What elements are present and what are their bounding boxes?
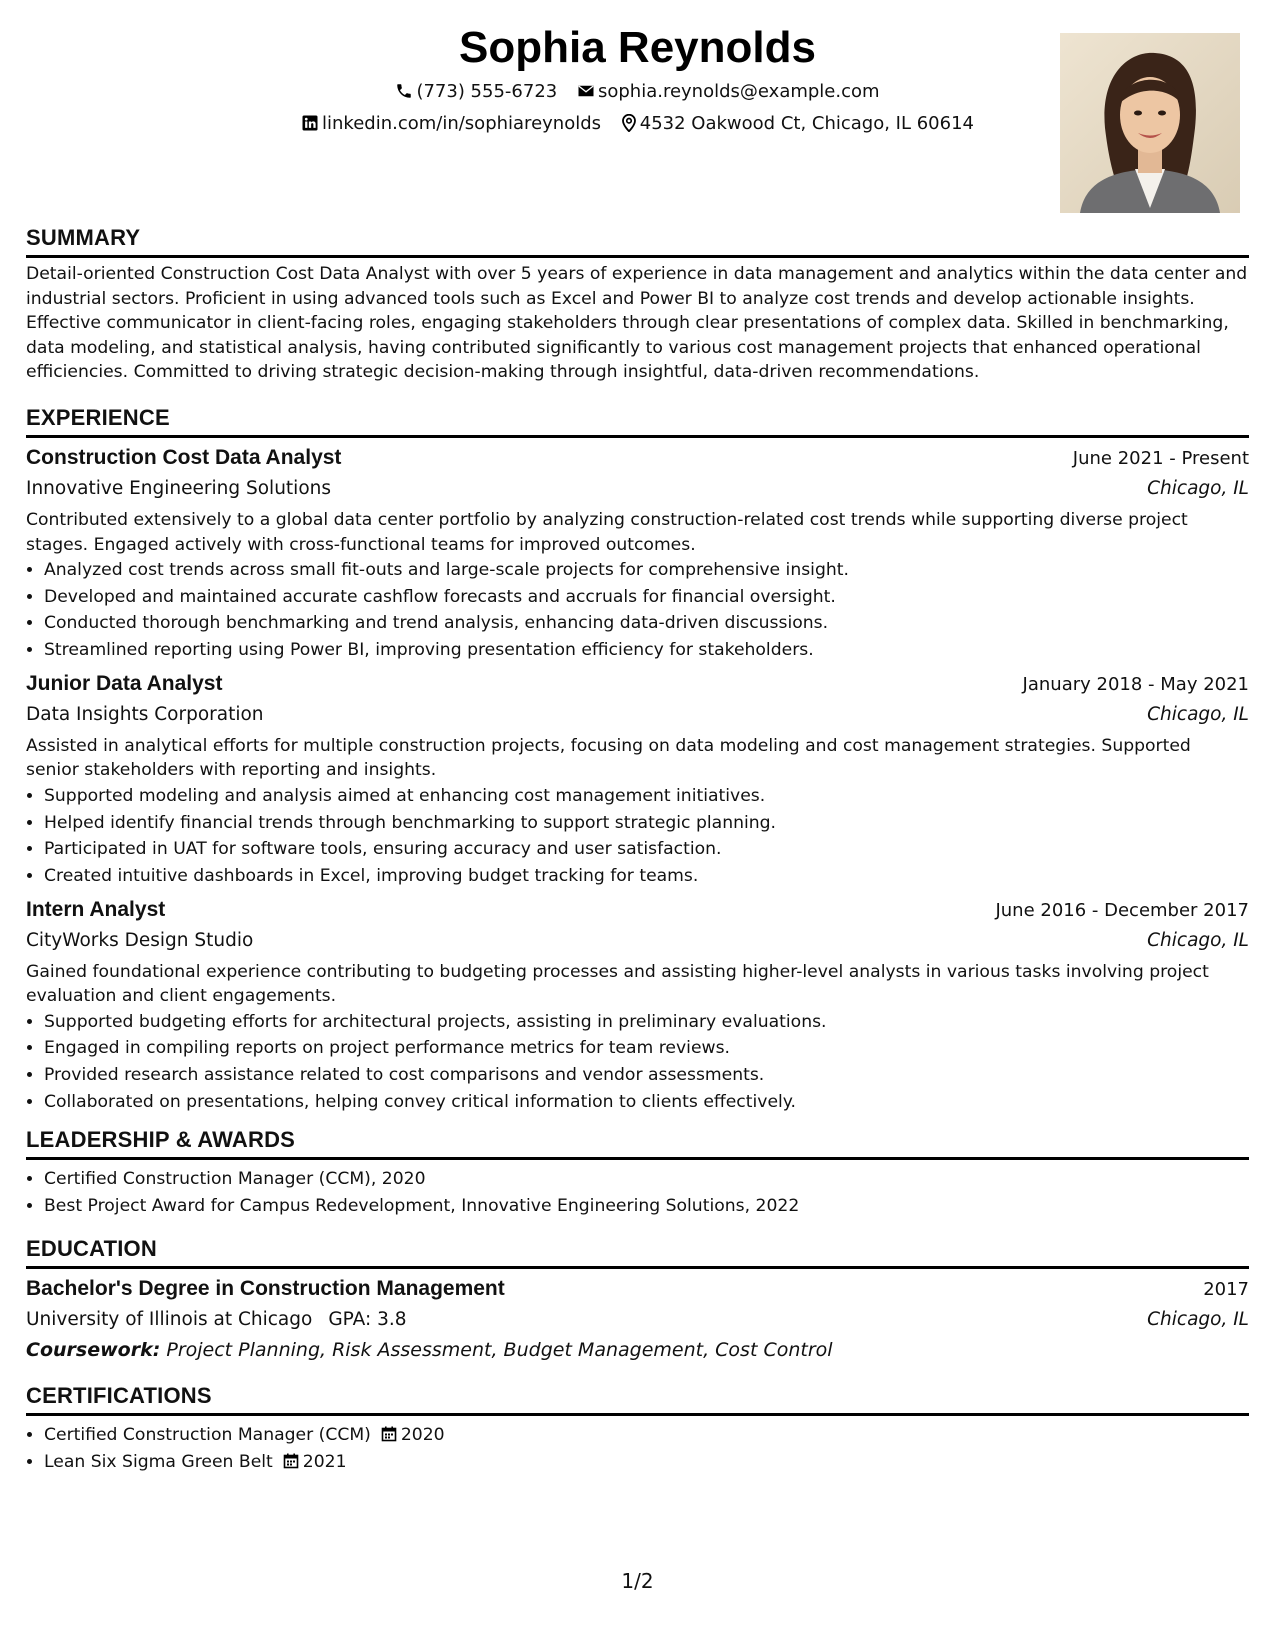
- certification-year: 2020: [400, 1425, 445, 1445]
- list-item: • Participated in UAT for software tools, ensuring accuracy and user satisfaction.: [44, 836, 1249, 863]
- job-company: Data Insights Corporation: [26, 703, 264, 725]
- list-item: • Best Project Award for Campus Redevelopment, Innovative Engineering Solutions, 2022: [44, 1193, 1249, 1220]
- gpa-value: GPA: 3.8: [328, 1309, 407, 1330]
- summary-heading: SUMMARY: [26, 224, 1249, 258]
- job-entry: [26, 443, 1249, 664]
- email-contact[interactable]: [577, 80, 880, 104]
- experience-heading: EXPERIENCE: [26, 404, 1249, 438]
- job-description: Contributed extensively to a global data center portfolio by analyzing construction-related cost trends while supporting diverse project stages. Engaged actively with cross-functional teams for improved outcomes.: [26, 510, 1188, 555]
- phone-icon: [395, 82, 413, 100]
- envelope-icon: [577, 82, 595, 100]
- school-name: University of Illinois at Chicago: [26, 1309, 313, 1330]
- calendar-icon: [283, 1453, 299, 1469]
- summary-section: [26, 224, 1249, 385]
- job-dates: June 2016 - December 2017: [995, 899, 1249, 921]
- list-item: • Supported modeling and analysis aimed at enhancing cost management initiatives.: [44, 783, 1249, 810]
- certifications-heading: CERTIFICATIONS: [26, 1382, 1249, 1416]
- job-dates: January 2018 - May 2021: [1022, 673, 1249, 695]
- degree-title: Bachelor's Degree in Construction Management: [26, 1277, 505, 1300]
- coursework-text: Project Planning, Risk Assessment, Budget Management, Cost Control: [166, 1339, 833, 1361]
- job-title: Intern Analyst: [26, 897, 166, 921]
- job-company: Innovative Engineering Solutions: [26, 478, 331, 499]
- summary-text: Detail-oriented Construction Cost Data Analyst with over 5 years of experience in data management and analytics within the data center and industrial sectors. Proficient in using advanced tools such as Excel and Power BI to analyze cost trends and develop actionable insights. Effective communicator in client-facing roles, engaging stakeholders through clear presentations of complex data. Skilled in benchmarking, data modeling, and statistical analysis, having contributed significantly to various cost management projects that enhanced operational efficiencies. Committed to driving strategic decision-making through insightful, data-driven recommendations.: [26, 264, 1248, 382]
- certification-name: Certified Construction Manager (CCM): [44, 1425, 371, 1445]
- address-contact: [621, 112, 974, 136]
- address-text: 4532 Oakwood Ct, Chicago, IL 60614: [639, 113, 974, 134]
- resume-page: [26, 0, 1249, 1650]
- list-item: • Analyzed cost trends across small fit-outs and large-scale projects for comprehensive insight.: [44, 557, 1249, 584]
- job-company: CityWorks Design Studio: [26, 929, 254, 951]
- list-item: • Conducted thorough benchmarking and trend analysis, enhancing data-driven discussions.: [44, 610, 1249, 637]
- candidate-name: Sophia Reynolds: [459, 23, 816, 72]
- list-item: • Supported budgeting efforts for architectural projects, assisting in preliminary evaluations.: [44, 1009, 1249, 1036]
- certification-year: 2021: [302, 1451, 347, 1472]
- certifications-section: [26, 1382, 1249, 1475]
- list-item: • Created intuitive dashboards in Excel, improving budget tracking for teams.: [44, 863, 1249, 890]
- experience-section: [26, 404, 1249, 1115]
- list-item: • Engaged in compiling reports on project performance metrics for team reviews.: [44, 1035, 1249, 1062]
- awards-list: [26, 1166, 1249, 1219]
- page-number: 1/2: [621, 1569, 654, 1593]
- job-description: Gained foundational experience contributing to budgeting processes and assisting higher-level analysts in various tasks involving project evaluation and client engagements.: [26, 961, 1209, 1007]
- job-bullets: [26, 783, 1249, 890]
- list-item: [44, 1449, 1249, 1476]
- linkedin-icon: [301, 114, 319, 132]
- school-location: Chicago, IL: [1147, 1309, 1249, 1330]
- list-item: • Provided research assistance related to cost comparisons and vendor assessments.: [44, 1062, 1249, 1089]
- job-title: Junior Data Analyst: [26, 671, 223, 695]
- education-heading: EDUCATION: [26, 1235, 1249, 1269]
- linkedin-text: linkedin.com/in/sophiareynolds: [322, 113, 602, 134]
- job-title: Construction Cost Data Analyst: [26, 446, 342, 469]
- job-location: Chicago, IL: [1147, 478, 1249, 499]
- coursework: [26, 1335, 1249, 1365]
- job-location: Chicago, IL: [1147, 703, 1249, 725]
- profile-photo: [1060, 33, 1240, 213]
- calendar-icon: [381, 1426, 397, 1442]
- phone-contact[interactable]: [395, 80, 557, 104]
- linkedin-contact[interactable]: [301, 112, 601, 136]
- list-item: [44, 1422, 1249, 1449]
- awards-heading: LEADERSHIP & AWARDS: [26, 1126, 1249, 1160]
- job-dates: June 2021 - Present: [1072, 448, 1249, 469]
- job-bullets: [26, 557, 1249, 664]
- education-section: [26, 1235, 1249, 1365]
- certification-name: Lean Six Sigma Green Belt: [44, 1451, 273, 1472]
- list-item: • Certified Construction Manager (CCM), 2020: [44, 1166, 1249, 1193]
- job-bullets: [26, 1009, 1249, 1116]
- job-entry: [26, 895, 1249, 1116]
- phone-text: (773) 555-6723: [416, 81, 558, 102]
- email-text: sophia.reynolds@example.com: [597, 81, 880, 102]
- coursework-label: Coursework:: [26, 1339, 161, 1361]
- certifications-list: [26, 1422, 1249, 1475]
- list-item: • Collaborated on presentations, helping convey critical information to clients effectively.: [44, 1089, 1249, 1116]
- job-entry: [26, 669, 1249, 890]
- graduation-year: 2017: [1203, 1279, 1249, 1300]
- list-item: • Helped identify financial trends through benchmarking to support strategic planning.: [44, 810, 1249, 837]
- map-pin-icon: [621, 114, 637, 132]
- awards-section: [26, 1126, 1249, 1219]
- job-location: Chicago, IL: [1147, 929, 1249, 951]
- job-description: Assisted in analytical efforts for multiple construction projects, focusing on data modeling and cost management strategies. Supported senior stakeholders with reporting and insights.: [26, 735, 1191, 781]
- list-item: • Developed and maintained accurate cashflow forecasts and accruals for financial oversight.: [44, 584, 1249, 611]
- list-item: • Streamlined reporting using Power BI, improving presentation efficiency for stakeholders.: [44, 637, 1249, 664]
